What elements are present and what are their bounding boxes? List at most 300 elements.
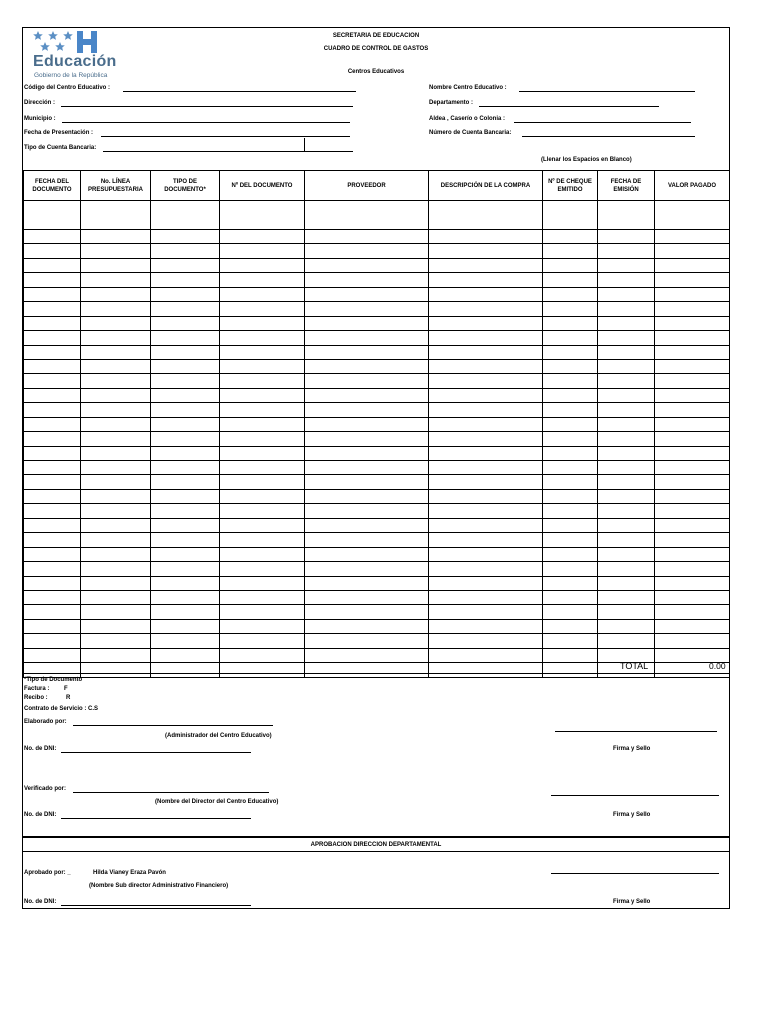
table-cell[interactable] — [220, 287, 305, 301]
table-cell[interactable] — [655, 605, 730, 619]
table-cell[interactable] — [81, 316, 151, 330]
table-cell[interactable] — [598, 273, 655, 287]
table-cell[interactable] — [151, 547, 220, 561]
table-cell[interactable] — [598, 547, 655, 561]
table-cell[interactable] — [24, 648, 81, 662]
table-cell[interactable] — [598, 244, 655, 258]
table-cell[interactable] — [81, 374, 151, 388]
table-cell[interactable] — [220, 475, 305, 489]
field-codigo-input[interactable] — [123, 91, 356, 92]
table-cell[interactable] — [305, 461, 429, 475]
table-cell[interactable] — [543, 547, 598, 561]
table-cell[interactable] — [429, 287, 543, 301]
table-cell[interactable] — [24, 359, 81, 373]
table-cell[interactable] — [220, 417, 305, 431]
table-cell[interactable] — [24, 634, 81, 648]
table-cell[interactable] — [81, 489, 151, 503]
table-cell[interactable] — [151, 287, 220, 301]
table-cell[interactable] — [220, 446, 305, 460]
table-cell[interactable] — [220, 273, 305, 287]
table-cell[interactable] — [655, 302, 730, 316]
signature-line-2[interactable] — [551, 795, 719, 796]
table-cell[interactable] — [655, 244, 730, 258]
table-cell[interactable] — [543, 417, 598, 431]
table-cell[interactable] — [220, 432, 305, 446]
table-cell[interactable] — [220, 316, 305, 330]
table-cell[interactable] — [305, 605, 429, 619]
table-cell[interactable] — [543, 576, 598, 590]
table-cell[interactable] — [305, 359, 429, 373]
table-cell[interactable] — [81, 576, 151, 590]
table-cell[interactable] — [429, 388, 543, 402]
table-cell[interactable] — [81, 562, 151, 576]
table-cell[interactable] — [655, 518, 730, 532]
table-cell[interactable] — [24, 562, 81, 576]
table-cell[interactable] — [543, 374, 598, 388]
table-cell[interactable] — [220, 533, 305, 547]
table-cell[interactable] — [543, 533, 598, 547]
table-cell[interactable] — [151, 432, 220, 446]
table-cell[interactable] — [543, 432, 598, 446]
table-cell[interactable] — [24, 287, 81, 301]
table-cell[interactable] — [598, 590, 655, 604]
table-cell[interactable] — [305, 244, 429, 258]
table-cell[interactable] — [220, 663, 305, 677]
table-cell[interactable] — [598, 432, 655, 446]
table-cell[interactable] — [429, 605, 543, 619]
table-cell[interactable] — [598, 619, 655, 633]
dni-input-3[interactable] — [61, 905, 251, 906]
field-fecha-input[interactable] — [101, 136, 350, 137]
signature-line-3[interactable] — [551, 873, 719, 874]
table-cell[interactable] — [543, 201, 598, 230]
table-cell[interactable] — [598, 504, 655, 518]
table-cell[interactable] — [655, 287, 730, 301]
table-cell[interactable] — [81, 345, 151, 359]
table-cell[interactable] — [598, 533, 655, 547]
table-cell[interactable] — [655, 230, 730, 244]
table-cell[interactable] — [24, 446, 81, 460]
table-cell[interactable] — [543, 590, 598, 604]
table-cell[interactable] — [81, 663, 151, 677]
table-cell[interactable] — [543, 518, 598, 532]
table-cell[interactable] — [655, 489, 730, 503]
table-cell[interactable] — [220, 576, 305, 590]
table-cell[interactable] — [24, 605, 81, 619]
table-cell[interactable] — [151, 201, 220, 230]
table-cell[interactable] — [24, 619, 81, 633]
table-cell[interactable] — [543, 562, 598, 576]
table-cell[interactable] — [543, 331, 598, 345]
table-cell[interactable] — [429, 663, 543, 677]
elaborado-input[interactable] — [73, 725, 273, 726]
table-cell[interactable] — [81, 244, 151, 258]
table-cell[interactable] — [151, 576, 220, 590]
table-cell[interactable] — [655, 374, 730, 388]
table-cell[interactable] — [543, 619, 598, 633]
table-cell[interactable] — [305, 518, 429, 532]
table-cell[interactable] — [81, 461, 151, 475]
table-cell[interactable] — [305, 648, 429, 662]
table-cell[interactable] — [543, 388, 598, 402]
table-cell[interactable] — [655, 446, 730, 460]
table-cell[interactable] — [220, 590, 305, 604]
table-cell[interactable] — [24, 201, 81, 230]
table-cell[interactable] — [598, 230, 655, 244]
table-cell[interactable] — [305, 576, 429, 590]
table-cell[interactable] — [429, 446, 543, 460]
table-cell[interactable] — [305, 417, 429, 431]
table-cell[interactable] — [220, 201, 305, 230]
table-cell[interactable] — [598, 359, 655, 373]
table-cell[interactable] — [655, 619, 730, 633]
table-cell[interactable] — [81, 605, 151, 619]
table-cell[interactable] — [220, 547, 305, 561]
table-cell[interactable] — [81, 201, 151, 230]
table-cell[interactable] — [655, 634, 730, 648]
table-cell[interactable] — [24, 663, 81, 677]
table-cell[interactable] — [24, 258, 81, 272]
table-cell[interactable] — [305, 273, 429, 287]
table-cell[interactable] — [655, 576, 730, 590]
table-cell[interactable] — [655, 258, 730, 272]
table-cell[interactable] — [305, 345, 429, 359]
table-cell[interactable] — [598, 388, 655, 402]
table-cell[interactable] — [429, 562, 543, 576]
table-cell[interactable] — [81, 302, 151, 316]
table-cell[interactable] — [598, 331, 655, 345]
table-cell[interactable] — [24, 576, 81, 590]
table-cell[interactable] — [655, 359, 730, 373]
table-cell[interactable] — [151, 258, 220, 272]
table-cell[interactable] — [81, 634, 151, 648]
table-cell[interactable] — [429, 634, 543, 648]
table-cell[interactable] — [151, 518, 220, 532]
table-cell[interactable] — [305, 374, 429, 388]
dni-input-2[interactable] — [61, 818, 251, 819]
table-cell[interactable] — [429, 461, 543, 475]
table-cell[interactable] — [429, 417, 543, 431]
table-cell[interactable] — [543, 403, 598, 417]
table-cell[interactable] — [24, 273, 81, 287]
field-aldea-input[interactable] — [514, 122, 691, 123]
table-cell[interactable] — [655, 533, 730, 547]
table-cell[interactable] — [429, 590, 543, 604]
table-cell[interactable] — [220, 258, 305, 272]
table-cell[interactable] — [655, 475, 730, 489]
table-cell[interactable] — [655, 273, 730, 287]
table-cell[interactable] — [429, 619, 543, 633]
table-cell[interactable] — [598, 374, 655, 388]
table-cell[interactable] — [305, 287, 429, 301]
table-cell[interactable] — [220, 504, 305, 518]
table-cell[interactable] — [24, 461, 81, 475]
table-cell[interactable] — [24, 316, 81, 330]
table-cell[interactable] — [598, 403, 655, 417]
table-cell[interactable] — [151, 244, 220, 258]
table-cell[interactable] — [429, 345, 543, 359]
table-cell[interactable] — [305, 504, 429, 518]
table-cell[interactable] — [598, 302, 655, 316]
table-cell[interactable] — [305, 562, 429, 576]
table-cell[interactable] — [24, 302, 81, 316]
table-cell[interactable] — [220, 374, 305, 388]
table-cell[interactable] — [543, 504, 598, 518]
table-cell[interactable] — [429, 576, 543, 590]
table-cell[interactable] — [543, 302, 598, 316]
table-cell[interactable] — [543, 273, 598, 287]
table-cell[interactable] — [220, 619, 305, 633]
table-cell[interactable] — [655, 388, 730, 402]
table-cell[interactable] — [305, 302, 429, 316]
table-cell[interactable] — [305, 258, 429, 272]
table-cell[interactable] — [220, 230, 305, 244]
table-cell[interactable] — [24, 504, 81, 518]
table-cell[interactable] — [305, 316, 429, 330]
table-cell[interactable] — [429, 475, 543, 489]
table-cell[interactable] — [151, 619, 220, 633]
table-cell[interactable] — [429, 489, 543, 503]
table-cell[interactable] — [305, 489, 429, 503]
table-cell[interactable] — [151, 562, 220, 576]
table-cell[interactable] — [81, 417, 151, 431]
table-cell[interactable] — [81, 475, 151, 489]
table-cell[interactable] — [81, 547, 151, 561]
table-cell[interactable] — [655, 403, 730, 417]
table-cell[interactable] — [655, 432, 730, 446]
table-cell[interactable] — [220, 403, 305, 417]
table-cell[interactable] — [24, 403, 81, 417]
table-cell[interactable] — [655, 547, 730, 561]
table-cell[interactable] — [305, 663, 429, 677]
table-cell[interactable] — [598, 475, 655, 489]
table-cell[interactable] — [151, 533, 220, 547]
table-cell[interactable] — [24, 432, 81, 446]
table-cell[interactable] — [220, 648, 305, 662]
table-cell[interactable] — [151, 590, 220, 604]
table-cell[interactable] — [151, 634, 220, 648]
table-cell[interactable] — [81, 388, 151, 402]
table-cell[interactable] — [305, 230, 429, 244]
table-cell[interactable] — [305, 547, 429, 561]
table-cell[interactable] — [151, 417, 220, 431]
table-cell[interactable] — [151, 663, 220, 677]
table-cell[interactable] — [151, 273, 220, 287]
table-cell[interactable] — [220, 388, 305, 402]
table-cell[interactable] — [543, 489, 598, 503]
table-cell[interactable] — [220, 605, 305, 619]
table-cell[interactable] — [655, 504, 730, 518]
table-cell[interactable] — [151, 331, 220, 345]
table-cell[interactable] — [429, 518, 543, 532]
table-cell[interactable] — [81, 590, 151, 604]
table-cell[interactable] — [220, 302, 305, 316]
table-cell[interactable] — [543, 475, 598, 489]
table-cell[interactable] — [220, 331, 305, 345]
table-cell[interactable] — [305, 432, 429, 446]
table-cell[interactable] — [429, 403, 543, 417]
table-cell[interactable] — [81, 518, 151, 532]
table-cell[interactable] — [305, 446, 429, 460]
table-cell[interactable] — [305, 533, 429, 547]
table-cell[interactable] — [81, 648, 151, 662]
table-cell[interactable] — [24, 547, 81, 561]
table-cell[interactable] — [220, 489, 305, 503]
table-cell[interactable] — [655, 316, 730, 330]
table-cell[interactable] — [429, 374, 543, 388]
table-cell[interactable] — [598, 605, 655, 619]
field-cuenta-input[interactable] — [522, 136, 695, 137]
table-cell[interactable] — [81, 359, 151, 373]
table-cell[interactable] — [429, 648, 543, 662]
table-cell[interactable] — [24, 489, 81, 503]
field-direccion-input[interactable] — [61, 106, 353, 107]
table-cell[interactable] — [429, 258, 543, 272]
field-tipo-cuenta-input[interactable] — [103, 151, 353, 152]
table-cell[interactable] — [543, 345, 598, 359]
table-cell[interactable] — [429, 273, 543, 287]
table-cell[interactable] — [24, 475, 81, 489]
table-cell[interactable] — [151, 403, 220, 417]
table-cell[interactable] — [24, 388, 81, 402]
table-cell[interactable] — [151, 374, 220, 388]
table-cell[interactable] — [543, 230, 598, 244]
table-cell[interactable] — [220, 562, 305, 576]
table-cell[interactable] — [81, 273, 151, 287]
table-cell[interactable] — [543, 663, 598, 677]
table-cell[interactable] — [305, 388, 429, 402]
table-cell[interactable] — [305, 590, 429, 604]
table-cell[interactable] — [655, 417, 730, 431]
table-cell[interactable] — [81, 446, 151, 460]
table-cell[interactable] — [151, 388, 220, 402]
table-cell[interactable] — [655, 562, 730, 576]
table-cell[interactable] — [81, 331, 151, 345]
table-cell[interactable] — [24, 244, 81, 258]
table-cell[interactable] — [598, 461, 655, 475]
table-cell[interactable] — [598, 287, 655, 301]
table-cell[interactable] — [429, 432, 543, 446]
table-cell[interactable] — [543, 244, 598, 258]
table-cell[interactable] — [305, 201, 429, 230]
table-cell[interactable] — [598, 489, 655, 503]
table-cell[interactable] — [429, 316, 543, 330]
table-cell[interactable] — [220, 518, 305, 532]
table-cell[interactable] — [24, 518, 81, 532]
table-cell[interactable] — [598, 446, 655, 460]
table-cell[interactable] — [151, 302, 220, 316]
table-cell[interactable] — [429, 359, 543, 373]
table-cell[interactable] — [151, 345, 220, 359]
table-cell[interactable] — [305, 619, 429, 633]
table-cell[interactable] — [81, 533, 151, 547]
table-cell[interactable] — [655, 461, 730, 475]
table-cell[interactable] — [220, 345, 305, 359]
table-cell[interactable] — [151, 648, 220, 662]
table-cell[interactable] — [598, 634, 655, 648]
table-cell[interactable] — [151, 475, 220, 489]
table-cell[interactable] — [24, 417, 81, 431]
table-cell[interactable] — [151, 504, 220, 518]
table-cell[interactable] — [81, 619, 151, 633]
table-cell[interactable] — [543, 359, 598, 373]
table-cell[interactable] — [151, 359, 220, 373]
table-cell[interactable] — [429, 331, 543, 345]
table-cell[interactable] — [151, 446, 220, 460]
table-cell[interactable] — [543, 446, 598, 460]
signature-line-1[interactable] — [555, 731, 717, 732]
table-cell[interactable] — [81, 504, 151, 518]
table-cell[interactable] — [598, 345, 655, 359]
table-cell[interactable] — [151, 489, 220, 503]
table-cell[interactable] — [429, 230, 543, 244]
table-cell[interactable] — [305, 331, 429, 345]
table-cell[interactable] — [220, 359, 305, 373]
table-cell[interactable] — [151, 230, 220, 244]
table-cell[interactable] — [543, 287, 598, 301]
table-cell[interactable] — [543, 605, 598, 619]
table-cell[interactable] — [598, 576, 655, 590]
table-cell[interactable] — [81, 432, 151, 446]
table-cell[interactable] — [24, 533, 81, 547]
table-cell[interactable] — [24, 230, 81, 244]
table-cell[interactable] — [655, 201, 730, 230]
table-cell[interactable] — [81, 230, 151, 244]
table-cell[interactable] — [598, 316, 655, 330]
table-cell[interactable] — [151, 461, 220, 475]
table-cell[interactable] — [220, 634, 305, 648]
table-cell[interactable] — [24, 331, 81, 345]
table-cell[interactable] — [429, 302, 543, 316]
table-cell[interactable] — [429, 201, 543, 230]
field-nombre-input[interactable] — [519, 91, 695, 92]
table-cell[interactable] — [220, 244, 305, 258]
table-cell[interactable] — [598, 201, 655, 230]
table-cell[interactable] — [151, 316, 220, 330]
table-cell[interactable] — [305, 634, 429, 648]
table-cell[interactable] — [429, 533, 543, 547]
table-cell[interactable] — [598, 417, 655, 431]
dni-input-1[interactable] — [61, 752, 251, 753]
table-cell[interactable] — [305, 403, 429, 417]
field-municipio-input[interactable] — [62, 122, 350, 123]
table-cell[interactable] — [543, 634, 598, 648]
table-cell[interactable] — [81, 258, 151, 272]
table-cell[interactable] — [655, 331, 730, 345]
table-cell[interactable] — [655, 590, 730, 604]
table-cell[interactable] — [24, 345, 81, 359]
table-cell[interactable] — [24, 590, 81, 604]
table-cell[interactable] — [543, 258, 598, 272]
table-cell[interactable] — [655, 345, 730, 359]
table-cell[interactable] — [429, 244, 543, 258]
table-cell[interactable] — [598, 562, 655, 576]
table-cell[interactable] — [81, 403, 151, 417]
table-cell[interactable] — [24, 374, 81, 388]
table-cell[interactable] — [81, 287, 151, 301]
table-cell[interactable] — [220, 461, 305, 475]
table-cell[interactable] — [305, 475, 429, 489]
table-cell[interactable] — [429, 547, 543, 561]
field-departamento-input[interactable] — [479, 106, 659, 107]
table-cell[interactable] — [543, 316, 598, 330]
table-cell[interactable] — [151, 605, 220, 619]
verificado-input[interactable] — [73, 792, 269, 793]
table-cell[interactable] — [543, 461, 598, 475]
table-cell[interactable] — [543, 648, 598, 662]
table-cell[interactable] — [598, 258, 655, 272]
table-cell[interactable] — [429, 504, 543, 518]
